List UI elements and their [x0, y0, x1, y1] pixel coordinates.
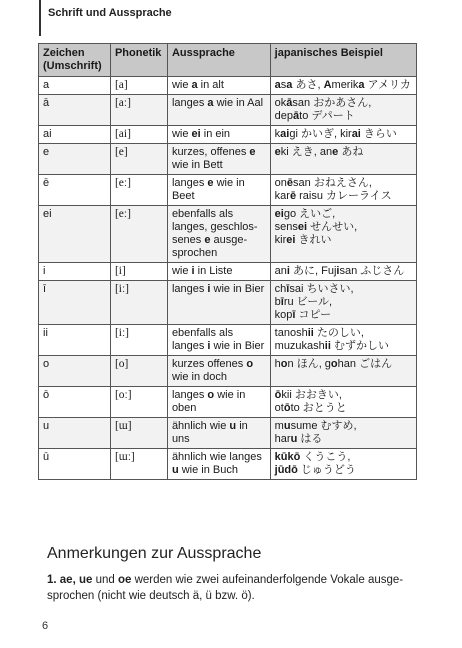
cell-pronunciation: langes e wie in Beet: [167, 175, 270, 206]
cell-phonetic: [ɯː]: [110, 449, 167, 480]
cell-pronunciation: ähnlich wie langes u wie in Buch: [167, 449, 270, 480]
cell-example: [270, 263, 416, 281]
example-line: musume むすめ,: [274, 420, 357, 432]
table-row: [39, 175, 417, 206]
example-line: hon ほん, gohan ごはん: [274, 358, 393, 370]
cell-pronunciation: kurzes offenes o wie in doch: [167, 356, 270, 387]
cell-example: [270, 126, 416, 144]
cell-phonetic: [ɯ]: [110, 418, 167, 449]
section-title: Anmerkungen zur Aussprache: [47, 545, 262, 562]
cell-character: e: [39, 144, 111, 175]
table-row: [39, 325, 417, 356]
cell-pronunciation: langes a wie in Aal: [167, 95, 270, 126]
example-line: jūdō じゅうどう: [274, 464, 356, 476]
cell-pronunciation: langes i wie in Bier: [167, 281, 270, 325]
note-paragraph: [47, 572, 422, 604]
example-line: ōkii おおきい,: [274, 389, 342, 401]
column-header: Phonetik: [110, 44, 167, 77]
cell-phonetic: [a]: [110, 77, 167, 95]
cell-character: ī: [39, 281, 111, 325]
pronunciation-table: [38, 43, 417, 480]
cell-pronunciation: ähnlich wie u in uns: [167, 418, 270, 449]
cell-phonetic: [oː]: [110, 387, 167, 418]
table-body: [39, 77, 417, 480]
example-line: haru はる: [274, 433, 323, 445]
example-line: depāto デパート: [274, 110, 355, 122]
cell-pronunciation: wie ei in ein: [167, 126, 270, 144]
cell-pronunciation: wie i in Liste: [167, 263, 270, 281]
example-line: otōto おとうと: [274, 402, 347, 414]
cell-character: ō: [39, 387, 111, 418]
cell-phonetic: [eː]: [110, 206, 167, 263]
example-line: asa あさ, Amerika アメリカ: [274, 79, 411, 91]
example-line: karē raisu カレーライス: [274, 190, 392, 202]
table-row: [39, 144, 417, 175]
cell-example: [270, 449, 416, 480]
example-line: sensei せんせい,: [274, 221, 358, 233]
example-line: chīsai ちいさい,: [274, 283, 354, 295]
example-line: eki えき, ane あね: [274, 146, 364, 158]
example-line: okāsan おかあさん,: [274, 97, 372, 109]
cell-example: [270, 95, 416, 126]
cell-pronunciation: ebenfalls als langes i wie in Bier: [167, 325, 270, 356]
table-row: [39, 206, 417, 263]
cell-character: ei: [39, 206, 111, 263]
cell-example: [270, 387, 416, 418]
column-header: Zeichen (Umschrift): [39, 44, 111, 77]
cell-phonetic: [aː]: [110, 95, 167, 126]
table-row: [39, 449, 417, 480]
table-header-row: [39, 44, 417, 77]
example-line: kūkō くうこう,: [274, 451, 351, 463]
example-line: bīru ビール,: [274, 296, 333, 308]
cell-character: ē: [39, 175, 111, 206]
cell-character: o: [39, 356, 111, 387]
example-line: muzukashii むずかしい: [274, 340, 389, 352]
example-line: tanoshii たのしい,: [274, 327, 364, 339]
cell-character: ū: [39, 449, 111, 480]
cell-character: i: [39, 263, 111, 281]
cell-phonetic: [iː]: [110, 325, 167, 356]
column-header: Aussprache: [167, 44, 270, 77]
table-row: [39, 126, 417, 144]
cell-pronunciation: wie a in alt: [167, 77, 270, 95]
cell-phonetic: [o]: [110, 356, 167, 387]
cell-character: a: [39, 77, 111, 95]
cell-character: ii: [39, 325, 111, 356]
example-line: onēsan おねえさん,: [274, 177, 372, 189]
cell-example: [270, 175, 416, 206]
cell-character: ai: [39, 126, 111, 144]
cell-pronunciation: ebenfalls als langes, geschlos-senes e ausge-sprochen: [167, 206, 270, 263]
cell-example: [270, 144, 416, 175]
running-header: Schrift und Aussprache: [48, 7, 172, 19]
cell-character: u: [39, 418, 111, 449]
cell-example: [270, 325, 416, 356]
cell-example: [270, 206, 416, 263]
cell-character: ā: [39, 95, 111, 126]
example-line: kopī コピー: [274, 309, 332, 321]
cell-example: [270, 281, 416, 325]
note-text: 1. ae, ue und oe werden wie zwei aufeinanderfolgende Vokale ausge-sprochen (nicht wie deutsch ä, ü bzw. ö).: [47, 574, 404, 602]
cell-pronunciation: langes o wie in oben: [167, 387, 270, 418]
table-row: [39, 387, 417, 418]
cell-phonetic: [i]: [110, 263, 167, 281]
column-header: japanisches Beispiel: [270, 44, 416, 77]
cell-phonetic: [ai]: [110, 126, 167, 144]
table-row: [39, 281, 417, 325]
table-row: [39, 356, 417, 387]
table-row: [39, 418, 417, 449]
cell-phonetic: [eː]: [110, 175, 167, 206]
cell-phonetic: [iː]: [110, 281, 167, 325]
page-number: 6: [42, 620, 49, 632]
cell-phonetic: [e]: [110, 144, 167, 175]
cell-example: [270, 356, 416, 387]
example-line: ani あに, Fujisan ふじさん: [274, 265, 405, 277]
cell-example: [270, 418, 416, 449]
table-row: [39, 77, 417, 95]
example-line: kirei きれい: [274, 234, 332, 246]
table-row: [39, 95, 417, 126]
example-line: kaigi かいぎ, kirai きらい: [274, 128, 397, 140]
table-row: [39, 263, 417, 281]
example-line: eigo えいご,: [274, 208, 336, 220]
header-rule: [39, 0, 41, 36]
cell-pronunciation: kurzes, offenes e wie in Bett: [167, 144, 270, 175]
cell-example: [270, 77, 416, 95]
